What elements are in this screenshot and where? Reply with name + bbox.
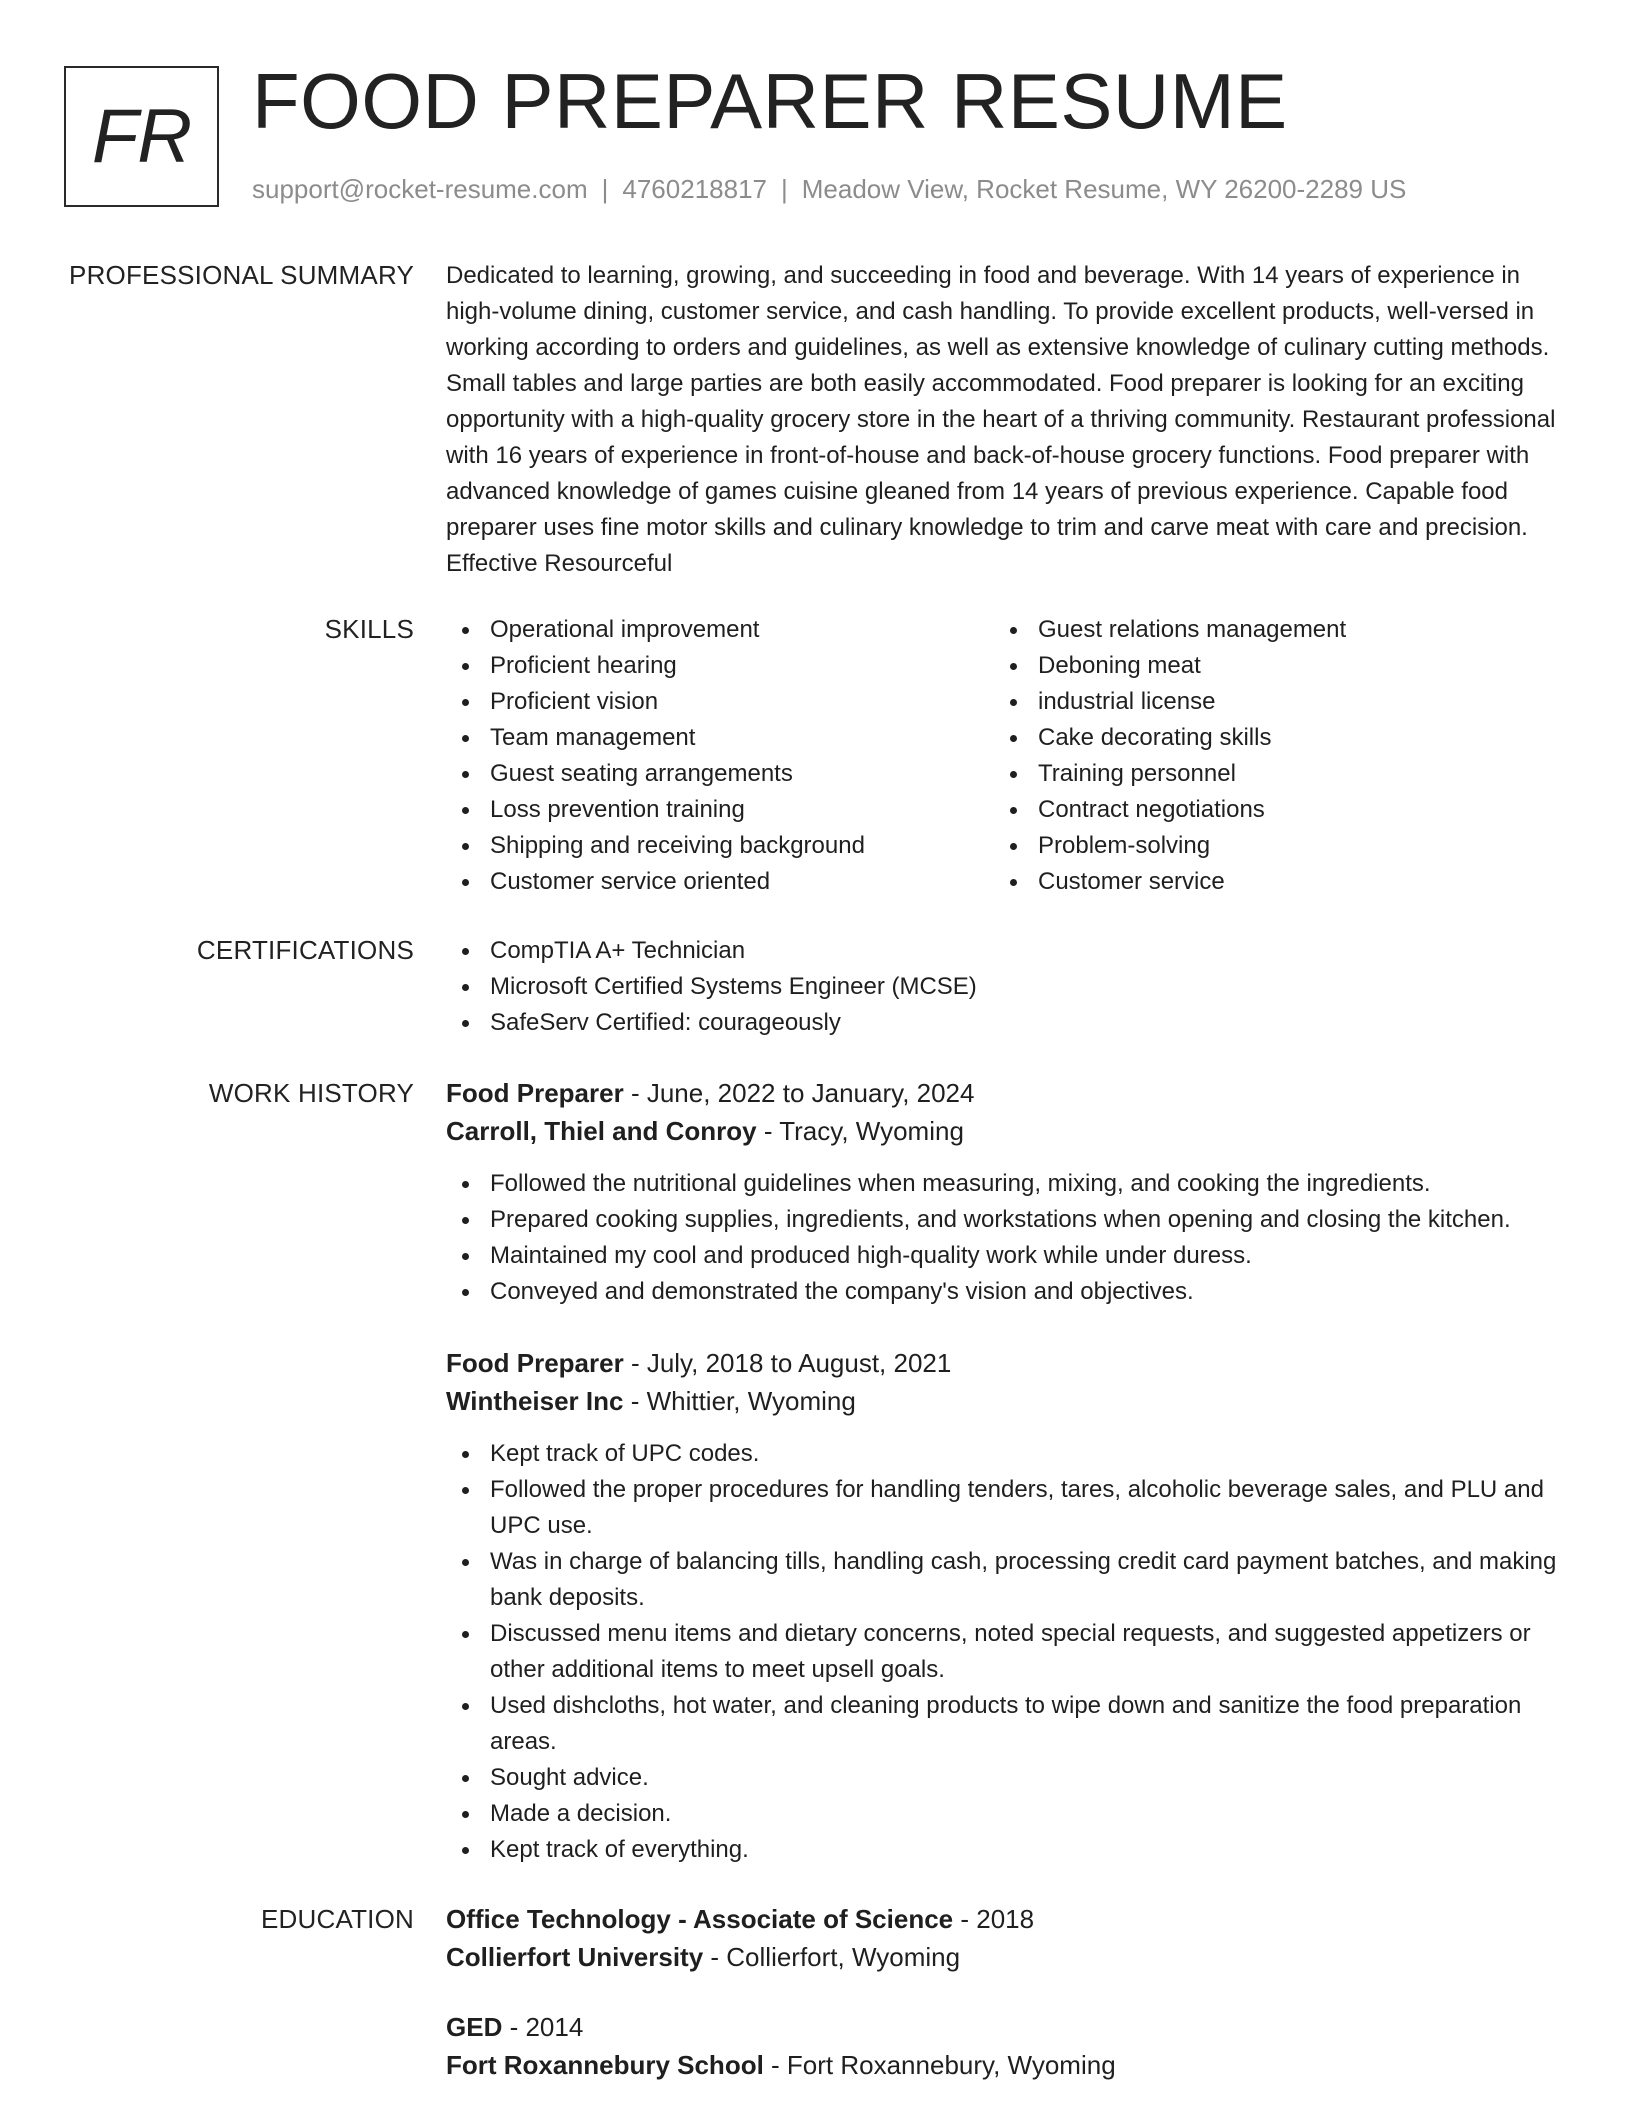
job-header [446, 1344, 1566, 1420]
list-item: Proficient hearing [446, 648, 994, 684]
list-item: Discussed menu items and dietary concerns, noted special requests, and suggested appetizers or other additional items to meet upsell goals. [446, 1616, 1566, 1688]
list-item: Problem-solving [994, 828, 1542, 864]
certifications-list [446, 933, 1566, 1041]
job-location: - Whittier, Wyoming [623, 1386, 856, 1416]
job-company: Carroll, Thiel and Conroy [446, 1116, 757, 1146]
list-item: Was in charge of balancing tills, handling cash, processing credit card payment batches, and making bank deposits. [446, 1544, 1566, 1616]
education-entries [446, 1900, 1566, 2084]
school: Fort Roxannebury School [446, 2050, 764, 2080]
degree: Office Technology - Associate of Science [446, 1904, 954, 1934]
job-dates: - June, 2022 to January, 2024 [623, 1078, 975, 1108]
list-item: Prepared cooking supplies, ingredients, and workstations when opening and closing the kitchen. [446, 1202, 1566, 1238]
list-item: CompTIA A+ Technician [446, 933, 1566, 969]
list-item: Operational improvement [446, 612, 994, 648]
list-item: Microsoft Certified Systems Engineer (MCSE) [446, 969, 1566, 1005]
list-item: Guest seating arrangements [446, 756, 994, 792]
list-item: Proficient vision [446, 684, 994, 720]
job-bullets [446, 1436, 1566, 1868]
list-item: Used dishcloths, hot water, and cleaning products to wipe down and sanitize the food preparation areas. [446, 1688, 1566, 1760]
contact-address: Meadow View, Rocket Resume, WY 26200-2289 US [801, 174, 1407, 204]
list-item: Followed the nutritional guidelines when measuring, mixing, and cooking the ingredients. [446, 1166, 1566, 1202]
degree-year: - 2014 [502, 2012, 584, 2042]
list-item: Maintained my cool and produced high-quality work while under duress. [446, 1238, 1566, 1274]
degree-line [446, 1900, 1566, 1938]
job-bullets [446, 1166, 1566, 1310]
list-item: Made a decision. [446, 1796, 1566, 1832]
contact-line [252, 174, 1406, 205]
job-dates: - July, 2018 to August, 2021 [623, 1348, 952, 1378]
list-item: Kept track of everything. [446, 1832, 1566, 1868]
list-item: Cake decorating skills [994, 720, 1542, 756]
contact-separator: | [781, 174, 788, 204]
contact-separator: | [601, 174, 609, 204]
list-item: Guest relations management [994, 612, 1542, 648]
job-title-line [446, 1344, 1566, 1382]
list-item: Sought advice. [446, 1760, 1566, 1796]
education-entry [446, 1900, 1566, 1976]
monogram-box [64, 66, 219, 207]
school-line [446, 2046, 1566, 2084]
job-company-line [446, 1112, 1566, 1150]
school-location: - Fort Roxannebury, Wyoming [763, 2050, 1116, 2080]
list-item: Training personnel [994, 756, 1542, 792]
job-header [446, 1074, 1566, 1150]
work-history-entries [446, 1074, 1566, 1868]
job-location: - Tracy, Wyoming [756, 1116, 964, 1146]
list-item: Loss prevention training [446, 792, 994, 828]
list-item: Deboning meat [994, 648, 1542, 684]
list-item: Shipping and receiving background [446, 828, 994, 864]
job-title: Food Preparer [446, 1078, 624, 1108]
skills-label: SKILLS [324, 614, 414, 644]
job-entry [446, 1344, 1566, 1868]
degree: GED [446, 2012, 503, 2042]
education-label: EDUCATION [261, 1904, 414, 1934]
resume-title: FOOD PREPARER RESUME [252, 57, 1288, 145]
job-company-line [446, 1382, 1566, 1420]
contact-email: support@rocket-resume.com [252, 174, 588, 204]
list-item: SafeServ Certified: courageously [446, 1005, 1566, 1041]
job-entry [446, 1074, 1566, 1310]
list-item: Kept track of UPC codes. [446, 1436, 1566, 1472]
summary-text: Dedicated to learning, growing, and succeeding in food and beverage. With 14 years of experience in high-volume dining, customer service, and cash handling. To provide excellent products, well-versed in working according to orders and guidelines, as well as extensive knowledge of culinary cutting methods. Small tables and large parties are both easily accommodated. Food preparer is looking for an exciting opportunity with a high-quality grocery store in the heart of a thriving community. Restaurant professional with 16 years of experience in front-of-house and back-of-house grocery functions. Food preparer with advanced knowledge of games cuisine gleaned from 14 years of previous experience. Capable food preparer uses fine motor skills and culinary knowledge to trim and carve meat with care and precision. Effective Resourceful [446, 262, 1556, 577]
monogram-initials: FR [91, 94, 192, 179]
list-item: Customer service oriented [446, 864, 994, 900]
skills-columns [446, 612, 1566, 900]
list-item: Conveyed and demonstrated the company's vision and objectives. [446, 1274, 1566, 1310]
degree-line [446, 2008, 1566, 2046]
education-entry [446, 2008, 1566, 2084]
skills-list-left [446, 612, 994, 900]
contact-phone: 4760218817 [622, 174, 767, 204]
skills-list-right [994, 612, 1542, 900]
school-location: - Collierfort, Wyoming [703, 1942, 961, 1972]
job-title: Food Preparer [446, 1348, 624, 1378]
school: Collierfort University [446, 1942, 704, 1972]
certifications-label: CERTIFICATIONS [196, 935, 414, 965]
job-title-line [446, 1074, 1566, 1112]
degree-year: - 2018 [953, 1904, 1035, 1934]
list-item: Customer service [994, 864, 1542, 900]
job-company: Wintheiser Inc [446, 1386, 624, 1416]
list-item: Followed the proper procedures for handling tenders, tares, alcoholic beverage sales, and PLU and UPC use. [446, 1472, 1566, 1544]
list-item: Contract negotiations [994, 792, 1542, 828]
school-line [446, 1938, 1566, 1976]
list-item: Team management [446, 720, 994, 756]
list-item: industrial license [994, 684, 1542, 720]
work-history-label: WORK HISTORY [208, 1078, 414, 1108]
summary-label: PROFESSIONAL SUMMARY [69, 260, 414, 290]
